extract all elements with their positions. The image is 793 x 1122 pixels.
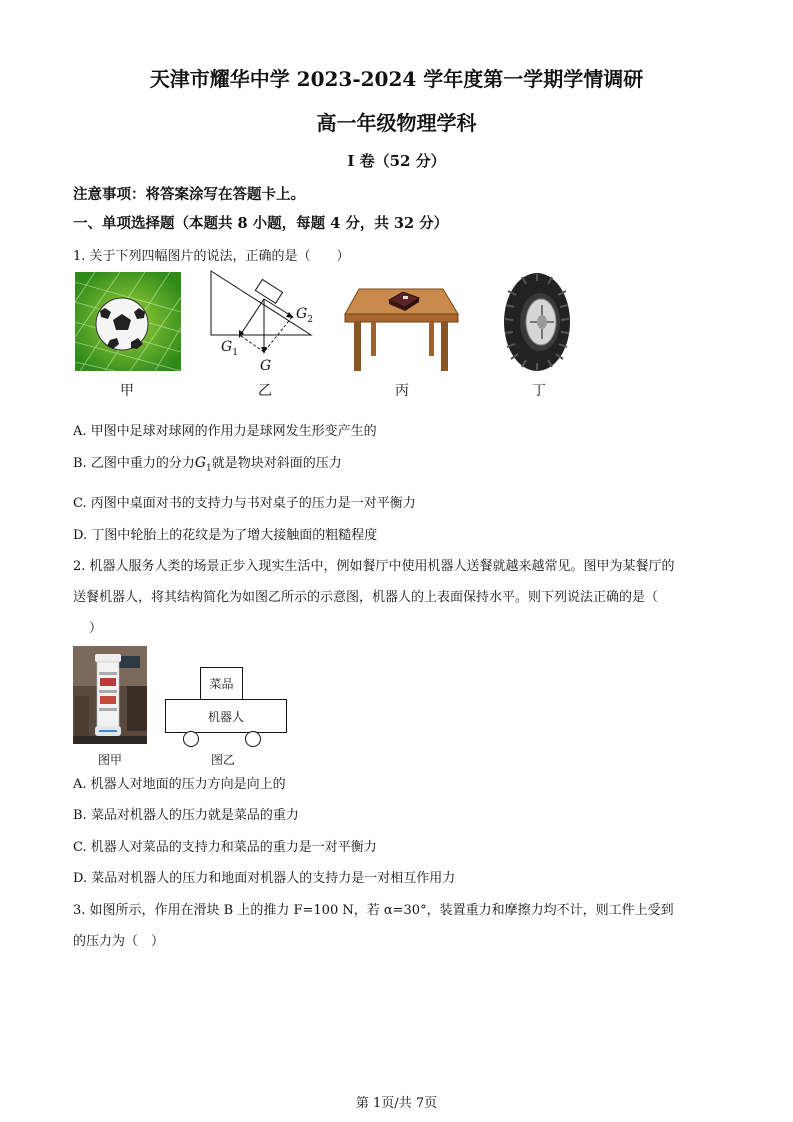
q2-option-c: C. 机器人对菜品的支持力和菜品的重力是一对平衡力 — [73, 840, 377, 855]
q2-option-b: B. 菜品对机器人的压力就是菜品的重力 — [73, 808, 299, 823]
section-heading: 一、单项选择题（本题共 8 小题，每题 4 分，共 32 分） — [73, 215, 449, 232]
exam-title: 天津市耀华中学 2023-2024 学年度第一学期学情调研 — [149, 67, 644, 91]
right-wheel — [245, 731, 261, 747]
robot-box: 机器人 — [165, 699, 287, 733]
book-on-table-image — [343, 285, 461, 373]
label-g1: $G_1$ — [221, 339, 238, 358]
q2-stem-line1: 2. 机器人服务人类的场景正步入现实生活中，例如餐厅中使用机器人送餐就越来越常见。图甲为某餐厅的 — [73, 559, 675, 574]
caption-bing: 丙 — [395, 383, 409, 399]
dish-box: 菜品 — [200, 667, 243, 700]
q1-option-b: B. 乙图中重力的分力$G_1$就是物块对斜面的压力 — [73, 455, 342, 474]
page-footer: 第 1页/共 7页 — [355, 1096, 438, 1111]
caption-yi: 乙 — [258, 383, 272, 399]
q2-option-a: A. 机器人对地面的压力方向是向上的 — [73, 777, 286, 792]
q2-option-d: D. 菜品对机器人的压力和地面对机器人的支持力是一对相互作用力 — [73, 871, 456, 886]
q3-stem-line1: 3. 如图所示，作用在滑块 B 上的推力 F=100 N，若 α=30°，装置重力和摩擦力均不计，则工件上受到 — [73, 903, 674, 918]
q3-stem-line2: 的压力为（ ） — [73, 934, 165, 949]
exam-subtitle: 高一年级物理学科 — [316, 111, 477, 135]
q1-option-c: C. 丙图中桌面对书的支持力与书对桌子的压力是一对平衡力 — [73, 496, 416, 511]
part-heading: I 卷（52 分） — [347, 152, 446, 170]
soccer-ball-image — [75, 272, 181, 371]
q1-option-d: D. 丁图中轮胎上的花纹是为了增大接触面的粗糙程度 — [73, 528, 378, 543]
caption-ding: 丁 — [532, 383, 546, 399]
caption-fig-jia: 图甲 — [97, 753, 122, 767]
left-wheel — [183, 731, 199, 747]
q1-option-a: A. 甲图中足球对球网的作用力是球网发生形变产生的 — [73, 424, 377, 439]
label-g2: $G_2$ — [296, 306, 313, 325]
caption-fig-yi: 图乙 — [210, 753, 235, 767]
label-g: G — [260, 358, 272, 374]
q2-stem-line3: ） — [89, 621, 103, 636]
q1-stem: 1. 关于下列四幅图片的说法，正确的是（ ） — [73, 249, 350, 264]
robot-photo — [73, 646, 147, 744]
caption-jia: 甲 — [120, 383, 134, 399]
tire-image — [502, 271, 572, 373]
notice: 注意事项：将答案涂写在答题卡上。 — [73, 186, 305, 203]
q2-stem-line2: 送餐机器人，将其结构简化为如图乙所示的示意图，机器人的上表面保持水平。则下列说法正确的是（ — [73, 590, 659, 605]
